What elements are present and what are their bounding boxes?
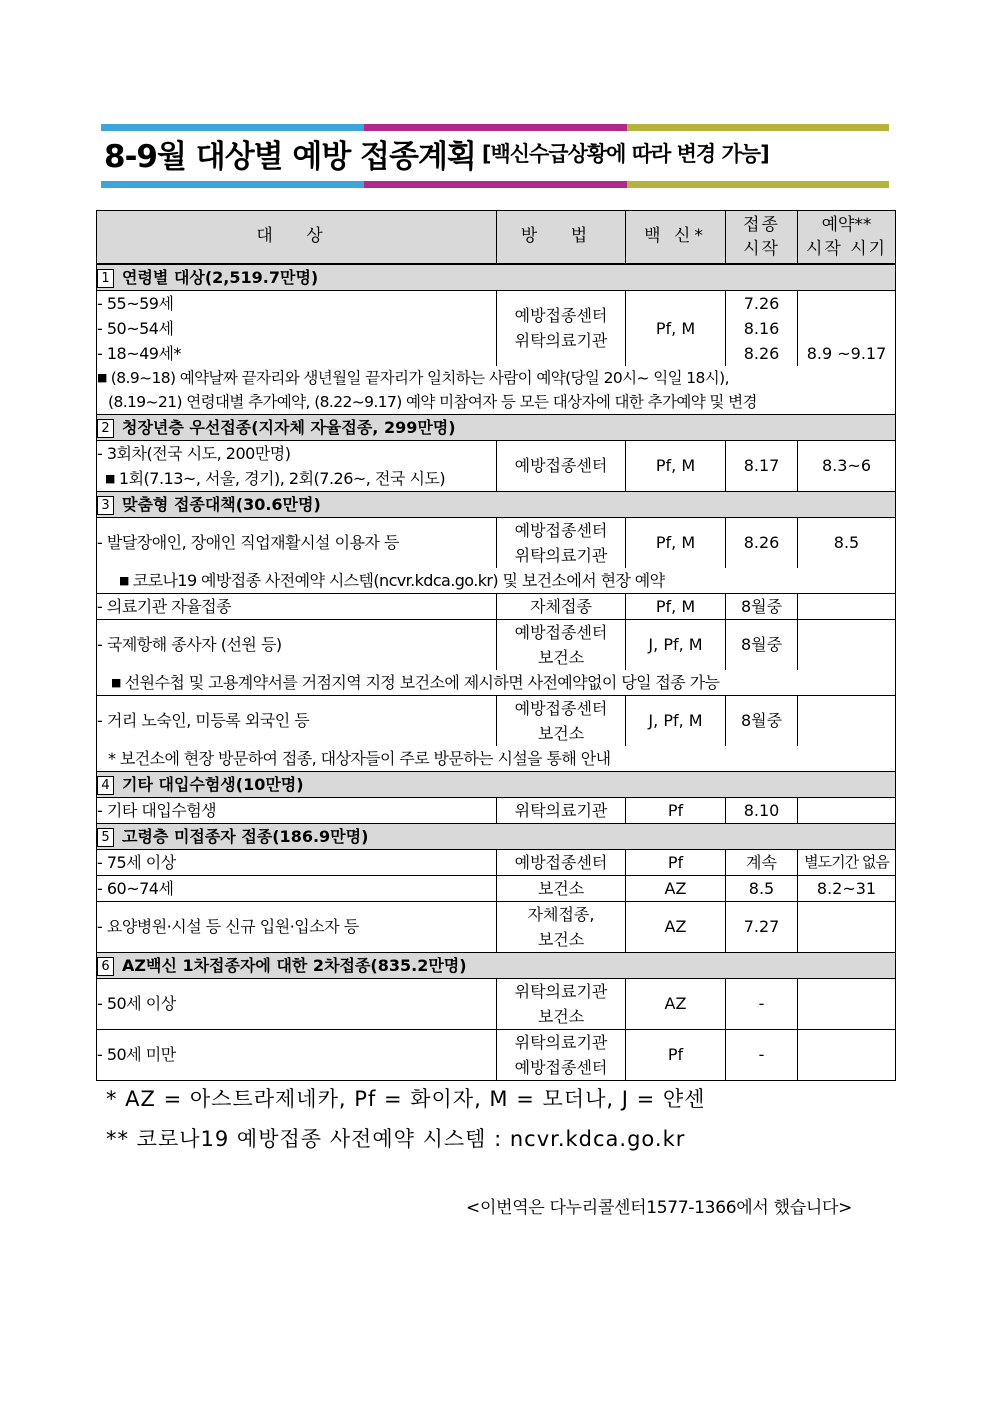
method-line: 보건소 bbox=[537, 723, 585, 743]
table-row bbox=[97, 517, 896, 568]
reserve-cell bbox=[798, 290, 896, 366]
method-line: 예방접종센터 bbox=[514, 1057, 608, 1077]
method-line: 위탁의료기관 bbox=[514, 545, 608, 565]
method-line: 위탁의료기관 bbox=[514, 1032, 608, 1052]
reserve-date: 8.9 ~9.17 bbox=[806, 343, 887, 363]
vaccine-cell: AZ bbox=[626, 901, 726, 952]
start-cell: 8.17 bbox=[726, 440, 798, 491]
start-cell: 8월중 bbox=[726, 619, 798, 670]
bullet-square-icon: ■ bbox=[97, 370, 107, 384]
section-number-5: 5 bbox=[97, 828, 114, 847]
reserve-cell bbox=[798, 593, 896, 619]
target-cell: - 발달장애인, 장애인 직업재활시설 이용자 등 bbox=[97, 517, 497, 568]
reserve-cell: 8.2~31 bbox=[798, 875, 896, 901]
method-cell bbox=[497, 1029, 626, 1080]
target-cell: - 75세 이상 bbox=[97, 849, 497, 875]
vaccine-cell: Pf bbox=[626, 797, 726, 823]
section-title-1: 연령별 대상(2,519.7만명) bbox=[122, 267, 319, 287]
start-cell: 8월중 bbox=[726, 695, 798, 746]
start-cell: 8.5 bbox=[726, 875, 798, 901]
section-row-3 bbox=[97, 491, 896, 517]
reserve-cell: 8.5 bbox=[798, 517, 896, 568]
target-cell: - 거리 노숙인, 미등록 외국인 등 bbox=[97, 695, 497, 746]
method-cell: 보건소 bbox=[497, 875, 626, 901]
vaccine-cell: Pf, M bbox=[626, 440, 726, 491]
method-cell bbox=[497, 290, 626, 366]
title-sub: [백신수급상황에 따라 변경 가능] bbox=[481, 142, 769, 166]
header-start-line2: 시작 bbox=[743, 238, 780, 259]
section-row-2 bbox=[97, 414, 896, 440]
target-50-54: - 50~54세 bbox=[97, 318, 174, 338]
note-row bbox=[97, 670, 896, 696]
bullet-square-icon: ■ bbox=[111, 675, 121, 689]
method-line: 예방접종센터 bbox=[514, 306, 608, 325]
note-row bbox=[97, 746, 896, 772]
target-cell bbox=[97, 440, 497, 491]
method-cell: 위탁의료기관 bbox=[497, 797, 626, 823]
start-date: 7.26 bbox=[743, 293, 780, 313]
method-line: 보건소 bbox=[537, 1006, 585, 1026]
target-text: - 3회차(전국 시도, 200만명) bbox=[97, 443, 291, 463]
vaccine-cell: Pf bbox=[626, 849, 726, 875]
start-cell: 8.10 bbox=[726, 797, 798, 823]
note-row bbox=[97, 568, 896, 594]
method-cell: 예방접종센터 bbox=[497, 849, 626, 875]
reserve-cell bbox=[798, 978, 896, 1029]
header-reserve bbox=[798, 211, 896, 264]
start-date: 8.16 bbox=[743, 318, 780, 338]
method-cell bbox=[497, 901, 626, 952]
target-cell: - 60~74세 bbox=[97, 875, 497, 901]
header-method: 방 법 bbox=[497, 211, 626, 264]
title-main: 8-9월 대상별 예방 접종계획 bbox=[104, 138, 476, 175]
table-row bbox=[97, 695, 896, 746]
method-cell bbox=[497, 695, 626, 746]
table-row bbox=[97, 290, 896, 366]
bullet-square-icon: ■ bbox=[119, 573, 129, 587]
footnote-vaccine-abbrev: * AZ = 아스트라제네카, Pf = 화이자, M = 모더나, J = 얀센 bbox=[106, 1087, 706, 1111]
note-row bbox=[97, 366, 896, 415]
start-cell: 계속 bbox=[726, 849, 798, 875]
reserve-cell bbox=[798, 797, 896, 823]
page-title bbox=[101, 131, 889, 175]
section-number-3: 3 bbox=[97, 496, 114, 515]
method-line: 예방접종센터 bbox=[514, 520, 608, 540]
method-line: 보건소 bbox=[537, 647, 585, 667]
target-55-59: - 55~59세 bbox=[97, 293, 174, 313]
table-row bbox=[97, 901, 896, 952]
vaccine-cell: J, Pf, M bbox=[626, 619, 726, 670]
section-number-4: 4 bbox=[97, 776, 114, 795]
table-row bbox=[97, 593, 896, 619]
method-cell bbox=[497, 978, 626, 1029]
vaccine-cell: Pf bbox=[626, 1029, 726, 1080]
note-cell bbox=[97, 366, 896, 415]
vaccine-cell: AZ bbox=[626, 875, 726, 901]
section-row-6 bbox=[97, 952, 896, 978]
start-cell: 8월중 bbox=[726, 593, 798, 619]
footnote-reservation-system: ** 코로나19 예방접종 사전예약 시스템 : ncvr.kdca.go.kr bbox=[106, 1127, 686, 1151]
reserve-cell bbox=[798, 901, 896, 952]
section-title-6: AZ백신 1차접종자에 대한 2차접종(835.2만명) bbox=[122, 955, 467, 975]
target-subtext: 1회(7.13~, 서울, 경기), 2회(7.26~, 전국 시도) bbox=[118, 468, 446, 488]
target-cell bbox=[97, 290, 497, 366]
method-cell: 자체접종 bbox=[497, 593, 626, 619]
method-line: 예방접종센터 bbox=[514, 698, 608, 718]
table-row bbox=[97, 440, 896, 491]
reserve-cell: 별도기간 없음 bbox=[798, 849, 896, 875]
vaccination-plan-table bbox=[96, 210, 896, 1081]
section-number-2: 2 bbox=[97, 419, 114, 438]
title-bottom-bar bbox=[101, 181, 889, 188]
header-vaccine: 백 신* bbox=[626, 211, 726, 264]
vaccine-cell: Pf, M bbox=[626, 290, 726, 366]
note-text: (8.19~21) 연령대별 추가예약, (8.22~9.17) 예약 미참여자 등 모든 대상자에 대한 추가예약 및 변경 bbox=[108, 392, 757, 411]
table-row bbox=[97, 849, 896, 875]
header-start bbox=[726, 211, 798, 264]
vaccine-cell: AZ bbox=[626, 978, 726, 1029]
method-cell bbox=[497, 619, 626, 670]
header-reserve-line2: 시작 시기 bbox=[805, 238, 888, 259]
vaccine-cell: Pf, M bbox=[626, 593, 726, 619]
section-title-2: 청장년층 우선접종(지자체 자율접종, 299만명) bbox=[122, 417, 456, 437]
reserve-cell bbox=[798, 619, 896, 670]
target-cell: - 50세 미만 bbox=[97, 1029, 497, 1080]
section-row-5 bbox=[97, 823, 896, 849]
table-row bbox=[97, 978, 896, 1029]
start-cell: - bbox=[726, 1029, 798, 1080]
section-row-4 bbox=[97, 771, 896, 797]
method-cell: 예방접종센터 bbox=[497, 440, 626, 491]
table-row bbox=[97, 797, 896, 823]
target-cell: - 50세 이상 bbox=[97, 978, 497, 1029]
header-start-line1: 접종 bbox=[743, 214, 780, 235]
table-row bbox=[97, 1029, 896, 1080]
target-18-49: - 18~49세* bbox=[97, 343, 181, 363]
method-line: 보건소 bbox=[537, 929, 585, 949]
start-cell bbox=[726, 290, 798, 366]
table-row bbox=[97, 875, 896, 901]
table-row bbox=[97, 619, 896, 670]
header-target: 대 상 bbox=[97, 211, 497, 264]
target-cell: - 요양병원·시설 등 신규 입원·입소자 등 bbox=[97, 901, 497, 952]
table-header-row bbox=[97, 211, 896, 264]
method-cell bbox=[497, 517, 626, 568]
note-cell: * 보건소에 현장 방문하여 접종, 대상자들이 주로 방문하는 시설을 통해 안내 bbox=[97, 746, 896, 772]
start-date: 8.26 bbox=[743, 343, 780, 363]
method-line: 자체접종, bbox=[527, 904, 595, 924]
note-cell bbox=[97, 568, 896, 594]
header-reserve-line1: 예약** bbox=[821, 214, 872, 235]
bullet-square-icon: ■ bbox=[105, 471, 115, 485]
vaccine-cell: Pf, M bbox=[626, 517, 726, 568]
target-cell: - 국제항해 종사자 (선원 등) bbox=[97, 619, 497, 670]
target-cell: - 기타 대입수험생 bbox=[97, 797, 497, 823]
note-text: (8.9~18) 예약날짜 끝자리와 생년월일 끝자리가 일치하는 사람이 예약(당일 20시~ 익일 18시), bbox=[110, 368, 729, 387]
note-cell bbox=[97, 670, 896, 696]
start-cell: 7.27 bbox=[726, 901, 798, 952]
section-title-4: 기타 대입수험생(10만명) bbox=[122, 774, 304, 794]
method-line: 위탁의료기관 bbox=[514, 331, 608, 350]
translation-credit: <이번역은 다누리콜센터1577-1366에서 했습니다> bbox=[466, 1198, 853, 1218]
reserve-cell: 8.3~6 bbox=[798, 440, 896, 491]
note-text: 코로나19 예방접종 사전예약 시스템(ncvr.kdca.go.kr) 및 보건소에서 현장 예약 bbox=[132, 570, 665, 590]
start-cell: - bbox=[726, 978, 798, 1029]
target-cell: - 의료기관 자율접종 bbox=[97, 593, 497, 619]
section-number-6: 6 bbox=[97, 957, 114, 976]
reserve-cell bbox=[798, 695, 896, 746]
method-line: 예방접종센터 bbox=[514, 622, 608, 642]
section-title-5: 고령층 미접종자 접종(186.9만명) bbox=[122, 826, 369, 846]
reserve-cell bbox=[798, 1029, 896, 1080]
note-text: 선원수첩 및 고용계약서를 거점지역 지정 보건소에 제시하면 사전예약없이 당일 접종 가능 bbox=[124, 672, 720, 692]
section-number-1: 1 bbox=[97, 269, 114, 288]
section-title-3: 맞춤형 접종대책(30.6만명) bbox=[122, 494, 321, 514]
vaccine-cell: J, Pf, M bbox=[626, 695, 726, 746]
start-cell: 8.26 bbox=[726, 517, 798, 568]
section-row-1 bbox=[97, 264, 896, 291]
method-line: 위탁의료기관 bbox=[514, 981, 608, 1001]
